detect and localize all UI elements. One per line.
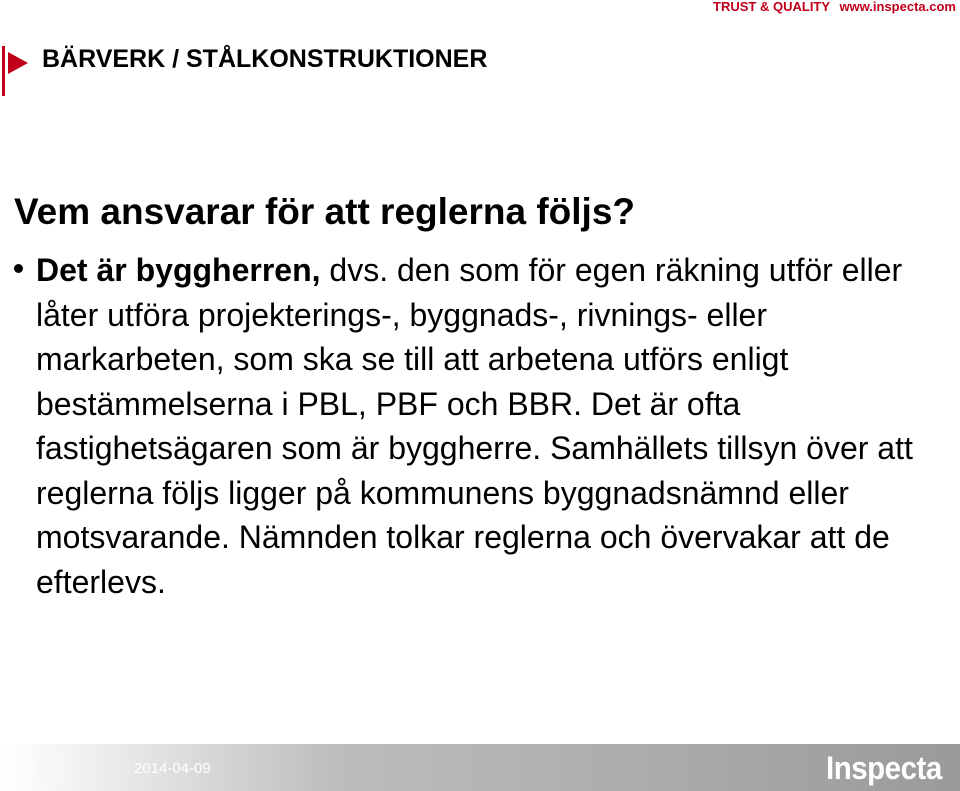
red-arrow-marker-icon <box>2 46 32 96</box>
footer-date: 2014-04-09 <box>134 760 211 777</box>
bullet-paragraph <box>36 248 951 604</box>
page-number: 12 <box>20 761 36 777</box>
section-title: BÄRVERK / STÅLKONSTRUKTIONER <box>42 45 488 73</box>
tagline <box>713 0 956 14</box>
bullet-bold-lead: Det är byggherren, <box>36 252 321 288</box>
bullet-dot-icon <box>14 264 23 273</box>
tagline-url: www.inspecta.com <box>839 0 956 14</box>
inspecta-logo: Inspecta <box>826 750 942 786</box>
footer-divider <box>62 756 63 782</box>
bullet-text: dvs. den som för egen räkning utför eller låter utföra projekterings-, byggnads-, rivnings- eller markarbeten, som ska se till att arbetena utförs enligt bestämmelserna i PBL, PBF och BBR. Det är ofta fastighetsägaren som är byggherre. Samhällets tillsyn över att reglerna följs ligger på kommunens byggnadsnämnd eller motsvarande. Nämnden tolkar reglerna och övervakar att de efterlevs. <box>36 252 913 600</box>
slide-heading: Vem ansvarar för att reglerna följs? <box>14 191 636 232</box>
tagline-text: TRUST & QUALITY <box>713 0 830 14</box>
